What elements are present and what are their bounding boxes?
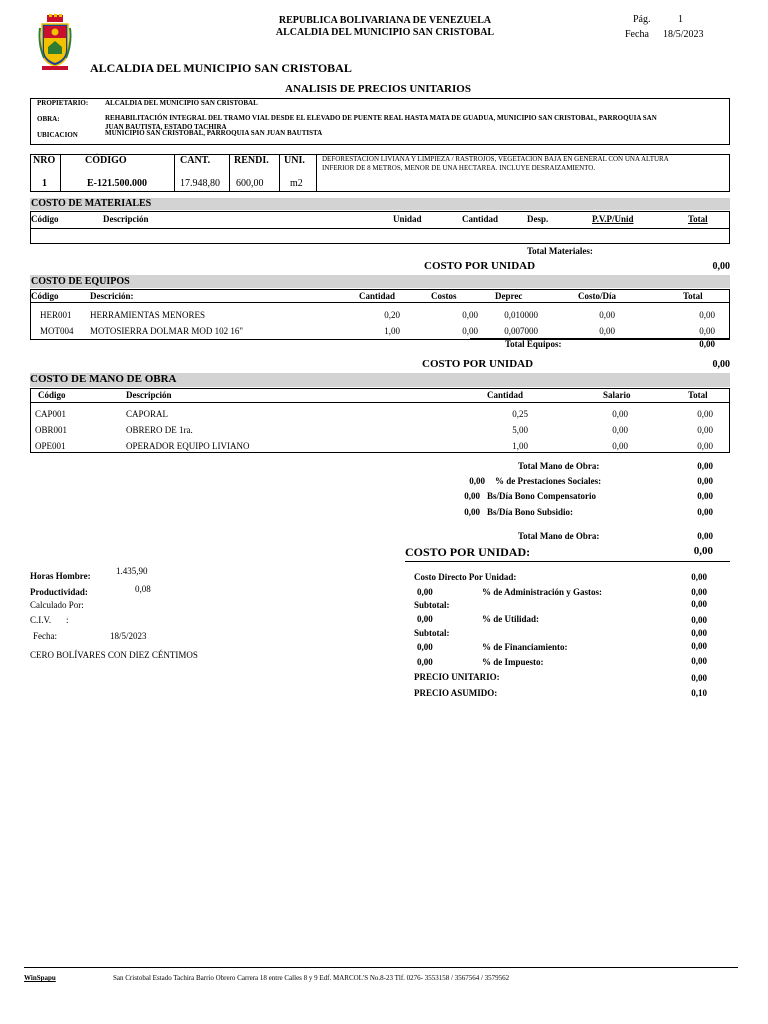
- materiales-header-unidad: Unidad: [393, 214, 422, 224]
- prestaciones-value: 0,00: [697, 476, 713, 486]
- productividad-label: Productividad:: [30, 587, 88, 597]
- prestaciones-label: % de Prestaciones Sociales:: [495, 476, 602, 486]
- costo-directo-value: 0,00: [691, 572, 707, 582]
- mano-obra-descripcion: OBRERO DE 1ra.: [126, 425, 193, 435]
- impuesto-label: % de Impuesto:: [482, 657, 544, 667]
- mano-obra-codigo: CAP001: [35, 409, 67, 419]
- precio-unitario-value: 0,00: [691, 673, 707, 683]
- partida-cant: 17.948,80: [180, 178, 220, 189]
- equipo-costo-dia: 0,00: [599, 310, 615, 320]
- bono-subsidio-value: 0,00: [697, 507, 713, 517]
- materiales-header-pvp: P.V.P/Unid: [592, 214, 634, 224]
- subtotal2-label: Subtotal:: [414, 628, 450, 638]
- financiamiento-label: % de Financiamiento:: [482, 642, 568, 652]
- partida-header-nro: NRO: [33, 155, 56, 166]
- date-label: Fecha: [625, 29, 649, 40]
- monto-en-letras: CERO BOLÍVARES CON DIEZ CÉNTIMOS: [30, 650, 198, 660]
- mano-obra-total2-label: Total Mano de Obra:: [518, 531, 600, 541]
- costo-directo-label: Costo Directo Por Unidad:: [414, 572, 517, 582]
- equipo-codigo: MOT004: [40, 326, 74, 336]
- bono-subsidio-pct: 0,00: [464, 507, 480, 517]
- mano-obra-header-total: Total: [688, 390, 708, 400]
- equipos-header-costo-dia: Costo/Día: [578, 291, 616, 301]
- equipos-title: COSTO DE EQUIPOS: [31, 276, 130, 287]
- productividad-value: 0,08: [135, 584, 151, 594]
- mano-obra-title: COSTO DE MANO DE OBRA: [30, 373, 177, 385]
- horas-hombre-label: Horas Hombre:: [30, 571, 91, 581]
- ubicacion-value: MUNICIPIO SAN CRISTOBAL, PARROQUIA SAN JUAN BAUTISTA: [105, 129, 323, 137]
- subtotal1-value: 0,00: [691, 599, 707, 609]
- footer-divider: [24, 967, 738, 968]
- bono-subsidio-label: Bs/Día Bono Subsidio:: [487, 507, 574, 517]
- equipo-total: 0,00: [699, 326, 715, 336]
- equipo-codigo: HER001: [40, 310, 72, 320]
- equipo-cantidad: 1,00: [384, 326, 400, 336]
- partida-nro: 1: [42, 178, 47, 189]
- equipo-total: 0,00: [699, 310, 715, 320]
- equipos-header-codigo: Código: [31, 291, 59, 301]
- equipo-costos: 0,00: [462, 310, 478, 320]
- equipos-section-bar: [30, 275, 730, 288]
- equipo-descripcion: HERRAMIENTAS MENORES: [90, 310, 206, 320]
- partida-codigo: E-121.500.000: [87, 178, 147, 189]
- header-line-alcaldia: ALCALDIA DEL MUNICIPIO SAN CRISTOBAL: [275, 27, 495, 38]
- partida-descripcion-line1: DEFORESTACION LIVIANA Y LIMPIEZA / RASTROJOS, VEGETACION BAJA EN GENERAL CON UNA ALTURA: [322, 155, 669, 163]
- document-title: ANALISIS DE PRECIOS UNITARIOS: [285, 83, 471, 95]
- ubicacion-label: UBICACION: [37, 131, 78, 139]
- impuesto-value: 0,00: [691, 656, 707, 666]
- impuesto-pct: 0,00: [417, 657, 433, 667]
- footer-app-name: WinSpapu: [24, 974, 56, 982]
- equipos-header-deprec: Deprec: [495, 291, 523, 301]
- precio-asumido-value: 0,10: [691, 688, 707, 698]
- materiales-costo-label: COSTO POR UNIDAD: [424, 260, 536, 272]
- administracion-label: % de Administración y Gastos:: [482, 587, 603, 597]
- obra-label: OBRA:: [37, 115, 60, 123]
- equipo-costo-dia: 0,00: [599, 326, 615, 336]
- equipos-costo-label: COSTO POR UNIDAD: [422, 358, 534, 370]
- partida-rendi: 600,00: [236, 178, 264, 189]
- financiamiento-pct: 0,00: [417, 642, 433, 652]
- partida-header-uni: UNI.: [284, 155, 305, 166]
- financiamiento-value: 0,00: [691, 641, 707, 651]
- equipo-deprec: 0,007000: [504, 326, 538, 336]
- mano-obra-header-descripcion: Descripción: [126, 390, 172, 400]
- mano-obra-header-codigo: Código: [38, 390, 66, 400]
- equipos-total-value: 0,00: [699, 339, 715, 349]
- mano-obra-total1-label: Total Mano de Obra:: [518, 461, 600, 471]
- equipos-header-total: Total: [683, 291, 703, 301]
- mano-obra-salario: 0,00: [612, 425, 628, 435]
- propietario-label: PROPIETARIO:: [37, 99, 89, 107]
- mano-obra-total: 0,00: [697, 441, 713, 451]
- equipos-costo-value: 0,00: [712, 359, 730, 370]
- mano-obra-cantidad: 1,00: [512, 441, 528, 451]
- materiales-header-codigo: Código: [31, 214, 59, 224]
- equipos-total-label: Total Equipos:: [505, 339, 562, 349]
- materiales-total-label: Total Materiales:: [527, 246, 593, 256]
- mano-obra-descripcion: OPERADOR EQUIPO LIVIANO: [126, 441, 250, 451]
- subtotal2-value: 0,00: [691, 628, 707, 638]
- propietario-value: ALCALDIA DEL MUNICIPIO SAN CRISTOBAL: [105, 99, 258, 107]
- mano-obra-costo-value: 0,00: [693, 545, 713, 557]
- partida-header-cant: CANT.: [180, 155, 211, 166]
- prestaciones-pct: 0,00: [469, 476, 485, 486]
- obra-value-line2: JUAN BAUTISTA, ESTADO TACHIRA: [105, 123, 227, 131]
- utilidad-value: 0,00: [691, 615, 707, 625]
- administracion-pct: 0,00: [417, 587, 433, 597]
- mano-obra-header-cantidad: Cantidad: [487, 390, 524, 400]
- fecha-label: Fecha:: [33, 631, 57, 641]
- equipos-header-descripcion: Descrición:: [90, 291, 134, 301]
- mano-obra-salario: 0,00: [612, 409, 628, 419]
- fecha-value: 18/5/2023: [110, 631, 147, 641]
- subtotal1-label: Subtotal:: [414, 600, 450, 610]
- equipo-cantidad: 0,20: [384, 310, 400, 320]
- equipo-descripcion: MOTOSIERRA DOLMAR MOD 102 16": [90, 326, 244, 336]
- mano-obra-total: 0,00: [697, 425, 713, 435]
- materiales-header-cantidad: Cantidad: [462, 214, 499, 224]
- mano-obra-cantidad: 5,00: [512, 425, 528, 435]
- mano-obra-total2-value: 0,00: [697, 531, 713, 541]
- header-line-republica: REPUBLICA BOLIVARIANA DE VENEZUELA: [278, 15, 492, 26]
- mano-obra-costo-label: COSTO POR UNIDAD:: [405, 545, 531, 559]
- precio-asumido-label: PRECIO ASUMIDO:: [414, 688, 498, 698]
- civ-separator: :: [66, 615, 69, 625]
- materiales-costo-value: 0,00: [712, 261, 730, 272]
- horas-hombre-value: 1.435,90: [116, 566, 148, 576]
- page-label: Pág.: [633, 14, 651, 25]
- mano-obra-total: 0,00: [697, 409, 713, 419]
- bono-compensatorio-label: Bs/Día Bono Compensatorio: [487, 491, 597, 501]
- mano-obra-salario: 0,00: [612, 441, 628, 451]
- municipal-coat-of-arms-logo: [38, 14, 72, 72]
- materiales-header-desp: Desp.: [527, 214, 549, 224]
- bono-compensatorio-value: 0,00: [697, 491, 713, 501]
- date-value: 18/5/2023: [663, 29, 704, 40]
- materiales-header-total: Total: [688, 214, 708, 224]
- equipos-header-cantidad: Cantidad: [359, 291, 396, 301]
- partida-header-rendi: RENDI.: [234, 155, 269, 166]
- administracion-value: 0,00: [691, 587, 707, 597]
- materiales-header-descripcion: Descripción: [103, 214, 149, 224]
- civ-label: C.I.V.: [30, 615, 52, 625]
- equipos-header-costos: Costos: [431, 291, 457, 301]
- mano-obra-descripcion: CAPORAL: [126, 409, 169, 419]
- footer-address: San Cristobal Estado Tachira Barrio Obrero Carrera 18 entre Calles 8 y 9 Edf. MARCOL'S No.8-23 Tlf. 0276- 3553158 / 3567564 / 3579562: [113, 974, 510, 982]
- partida-uni: m2: [290, 178, 303, 189]
- partida-descripcion-line2: INFERIOR DE 8 METROS, MENOR DE UNA HECTAREA. INCLUYE DESRAIZAMIENTO.: [322, 164, 596, 172]
- equipo-deprec: 0,010000: [504, 310, 538, 320]
- mano-obra-cantidad: 0,25: [512, 409, 528, 419]
- equipo-costos: 0,00: [462, 326, 478, 336]
- page-number: 1: [678, 14, 683, 25]
- utilidad-label: % de Utilidad:: [482, 614, 540, 624]
- bono-compensatorio-pct: 0,00: [464, 491, 480, 501]
- materiales-title: COSTO DE MATERIALES: [31, 198, 152, 209]
- mano-obra-header-salario: Salario: [603, 390, 631, 400]
- obra-value-line1: REHABILITACIÓN INTEGRAL DEL TRAMO VIAL DESDE EL ELEVADO DE PUENTE REAL HASTA MATA DE GUADUA, MUNICIPIO SAN CRISTOBAL, PARROQUIA SAN: [105, 114, 657, 122]
- partida-header-codigo: CÓDIGO: [85, 155, 127, 166]
- mano-obra-total1-value: 0,00: [697, 461, 713, 471]
- mano-obra-codigo: OBR001: [35, 425, 68, 435]
- calculado-por-label: Calculado Por:: [30, 600, 84, 610]
- utilidad-pct: 0,00: [417, 614, 433, 624]
- org-title: ALCALDIA DEL MUNICIPIO SAN CRISTOBAL: [90, 61, 352, 75]
- mano-obra-codigo: OPE001: [35, 441, 66, 451]
- precio-unitario-label: PRECIO UNITARIO:: [414, 672, 500, 682]
